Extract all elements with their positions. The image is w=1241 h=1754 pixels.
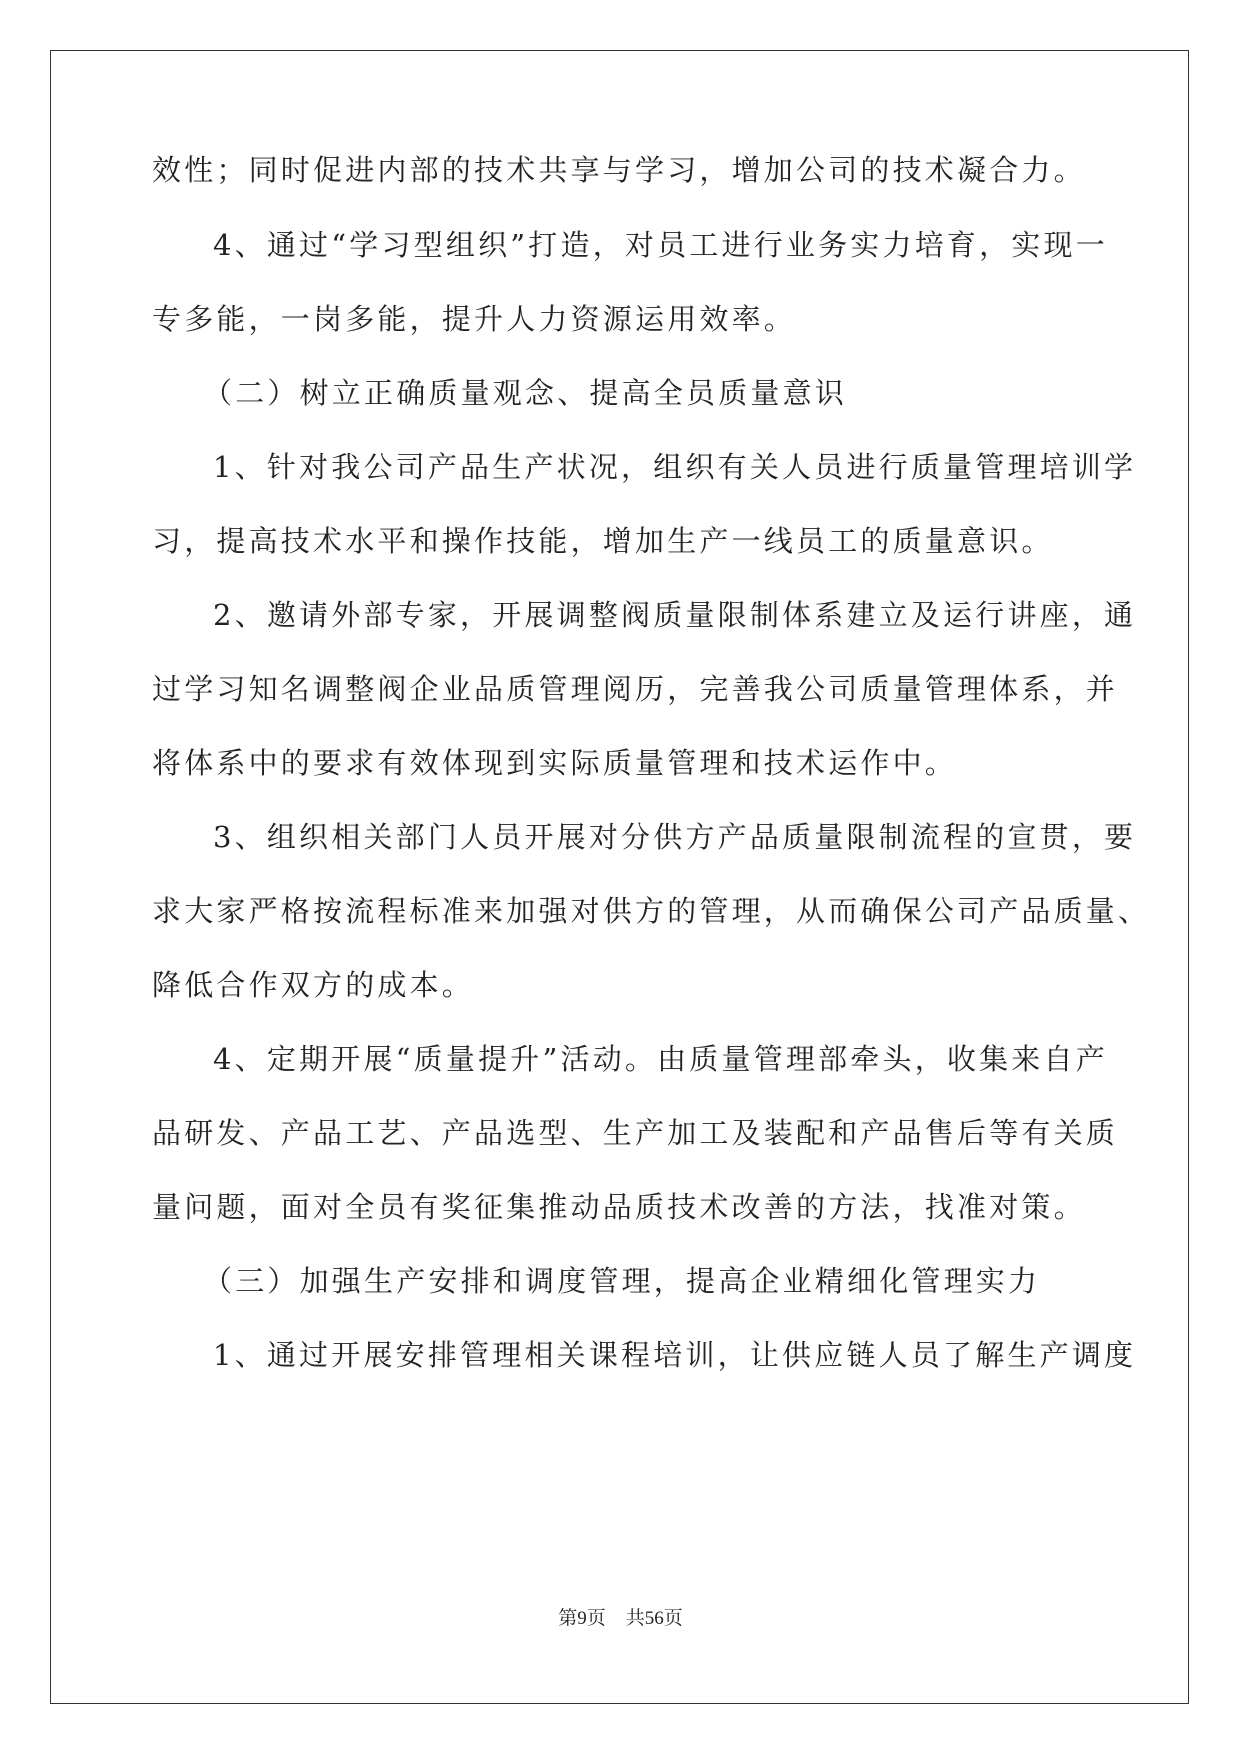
body-line: 降低合作双方的成本。 [152, 968, 475, 1002]
body-line: 过学习知名调整阀企业品质管理阅历，完善我公司质量管理体系，并 [152, 672, 1119, 706]
body-line: 4、定期开展“质量提升”活动。由质量管理部牵头，收集来自产 [213, 1042, 1108, 1076]
body-line: 4、通过“学习型组织”打造，对员工进行业务实力培育，实现一 [213, 228, 1108, 262]
body-line: 3、组织相关部门人员开展对分供方产品质量限制流程的宣贯，要 [213, 820, 1137, 854]
body-line: 将体系中的要求有效体现到实际质量管理和技术运作中。 [152, 746, 958, 780]
section-heading: （三）加强生产安排和调度管理，提高企业精细化管理实力 [203, 1264, 1041, 1298]
page-number: 第9页 [558, 1608, 606, 1629]
body-line: 效性；同时促进内部的技术共享与学习，增加公司的技术凝合力。 [152, 153, 1086, 187]
page-footer [0, 1607, 1241, 1631]
body-line: 2、邀请外部专家，开展调整阀质量限制体系建立及运行讲座，通 [213, 598, 1137, 632]
page-total: 共56页 [625, 1608, 683, 1629]
body-line: 量问题，面对全员有奖征集推动品质技术改善的方法，找准对策。 [152, 1190, 1086, 1224]
section-heading: （二）树立正确质量观念、提高全员质量意识 [203, 376, 848, 410]
body-line: 习，提高技术水平和操作技能，增加生产一线员工的质量意识。 [152, 524, 1054, 558]
body-line: 求大家严格按流程标准来加强对供方的管理，从而确保公司产品质量、 [152, 894, 1151, 928]
body-line: 1、通过开展安排管理相关课程培训，让供应链人员了解生产调度 [213, 1338, 1137, 1372]
body-line: 1、针对我公司产品生产状况，组织有关人员进行质量管理培训学 [213, 450, 1137, 484]
body-line: 专多能，一岗多能，提升人力资源运用效率。 [152, 302, 797, 336]
body-line: 品研发、产品工艺、产品选型、生产加工及装配和产品售后等有关质 [152, 1116, 1119, 1150]
